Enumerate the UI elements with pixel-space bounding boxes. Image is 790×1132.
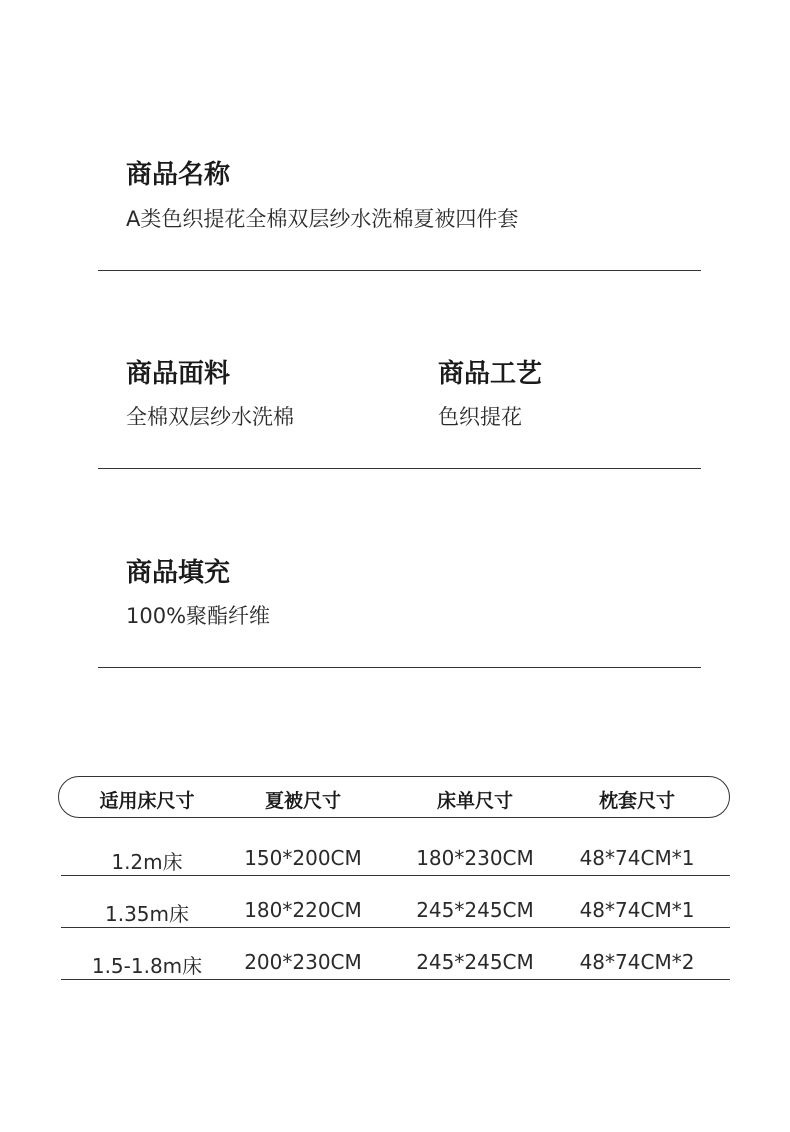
table-cell: 245*245CM: [416, 898, 534, 922]
header-pillowcase-size: 枕套尺寸: [598, 790, 675, 812]
table-cell: 180*220CM: [244, 898, 362, 922]
table-cell: 48*74CM*2: [579, 950, 695, 974]
row-divider: [61, 979, 730, 980]
table-cell: 48*74CM*1: [579, 846, 695, 870]
header-sheet-size: 床单尺寸: [436, 790, 513, 812]
table-cell: 1.2m床: [111, 850, 183, 874]
product-filling-value: 100%聚酯纤维: [126, 604, 271, 628]
product-name-value: A类色织提花全棉双层纱水洗棉夏被四件套: [126, 207, 519, 231]
table-cell: 245*245CM: [416, 950, 534, 974]
header-bed-size: 适用床尺寸: [99, 790, 195, 812]
product-name-title: 商品名称: [126, 160, 231, 190]
product-craft-value: 色织提花: [438, 405, 522, 429]
table-cell: 180*230CM: [416, 846, 534, 870]
divider: [98, 667, 701, 668]
product-craft-title: 商品工艺: [438, 359, 543, 389]
divider: [98, 468, 701, 469]
table-cell: 48*74CM*1: [579, 898, 695, 922]
divider: [98, 270, 701, 271]
header-quilt-size: 夏被尺寸: [264, 790, 341, 812]
row-divider: [61, 875, 730, 876]
product-filling-title: 商品填充: [126, 558, 231, 588]
product-fabric-value: 全棉双层纱水洗棉: [126, 405, 294, 429]
table-cell: 200*230CM: [244, 950, 362, 974]
table-cell: 1.35m床: [104, 902, 189, 926]
table-cell: 150*200CM: [244, 846, 362, 870]
table-cell: 1.5-1.8m床: [91, 954, 203, 978]
product-fabric-title: 商品面料: [126, 359, 231, 389]
row-divider: [61, 927, 730, 928]
